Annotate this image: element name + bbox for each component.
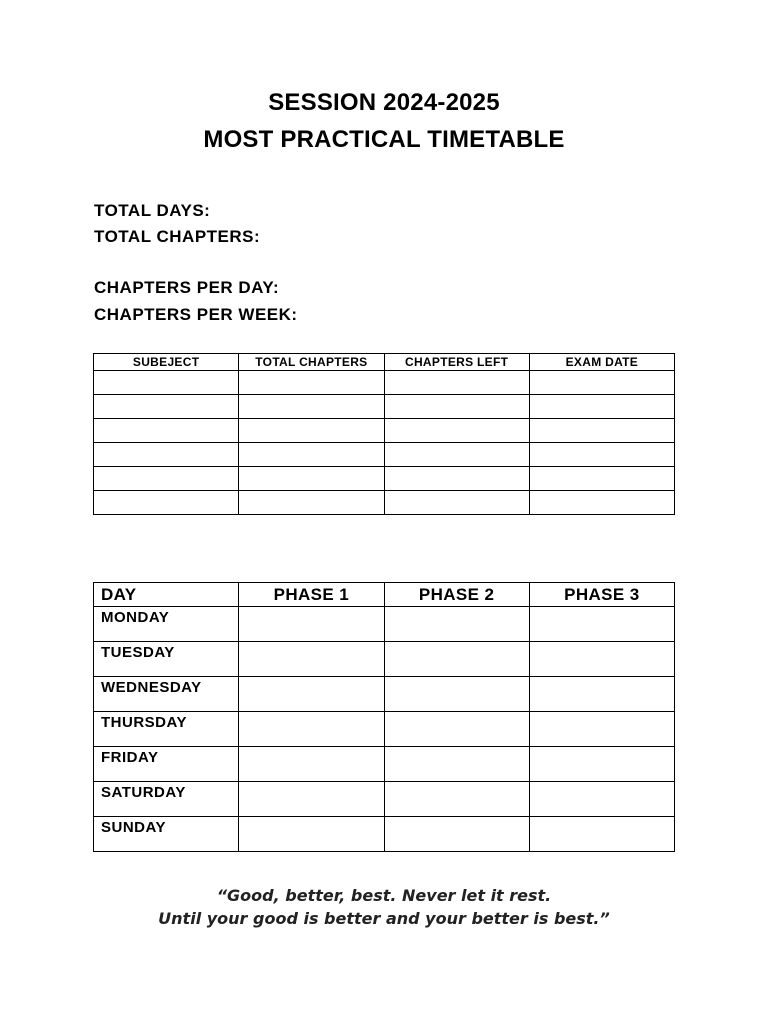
day-row-thursday — [94, 712, 675, 747]
table-row — [94, 419, 675, 443]
phase-2-cell[interactable] — [384, 817, 529, 852]
column-header-subject: SUBEJECT — [94, 354, 239, 371]
subject-cell[interactable] — [94, 491, 239, 515]
exam-date-cell[interactable] — [529, 419, 674, 443]
day-label-tuesday: TUESDAY — [94, 642, 239, 677]
total-chapters-cell[interactable] — [239, 395, 384, 419]
day-row-saturday — [94, 782, 675, 817]
exam-date-cell[interactable] — [529, 467, 674, 491]
subject-table — [93, 353, 675, 515]
column-header-total-chapters: TOTAL CHAPTERS — [239, 354, 384, 371]
phase-2-cell[interactable] — [384, 712, 529, 747]
table-row — [94, 443, 675, 467]
subject-cell[interactable] — [94, 419, 239, 443]
chapters-left-cell[interactable] — [384, 443, 529, 467]
phase-2-cell[interactable] — [384, 747, 529, 782]
day-row-friday — [94, 747, 675, 782]
total-chapters-cell[interactable] — [239, 467, 384, 491]
total-chapters-label: TOTAL CHAPTERS: — [94, 227, 261, 246]
subject-cell[interactable] — [94, 371, 239, 395]
phase-3-cell[interactable] — [529, 817, 674, 852]
quote-line-2: Until your good is better and your better is best.” — [158, 909, 610, 928]
subject-table-header — [94, 354, 675, 371]
exam-date-cell[interactable] — [529, 371, 674, 395]
chapters-left-cell[interactable] — [384, 491, 529, 515]
day-row-wednesday — [94, 677, 675, 712]
column-header-phase-3: PHASE 3 — [529, 583, 674, 607]
chapters-left-cell[interactable] — [384, 467, 529, 491]
phase-1-cell[interactable] — [239, 817, 384, 852]
total-chapters-cell[interactable] — [239, 419, 384, 443]
day-label-friday: FRIDAY — [94, 747, 239, 782]
day-row-sunday — [94, 817, 675, 852]
total-chapters-cell[interactable] — [239, 443, 384, 467]
exam-date-cell[interactable] — [529, 491, 674, 515]
page-title: SESSION 2024-2025 — [268, 89, 500, 116]
exam-date-cell[interactable] — [529, 443, 674, 467]
weekly-timetable — [93, 582, 675, 852]
column-header-phase-1: PHASE 1 — [239, 583, 384, 607]
phase-3-cell[interactable] — [529, 677, 674, 712]
day-row-monday — [94, 607, 675, 642]
chapters-left-cell[interactable] — [384, 395, 529, 419]
day-label-thursday: THURSDAY — [94, 712, 239, 747]
day-label-sunday: SUNDAY — [94, 817, 239, 852]
table-row — [94, 371, 675, 395]
phase-1-cell[interactable] — [239, 677, 384, 712]
chapters-per-week-label: CHAPTERS PER WEEK: — [94, 305, 298, 324]
page-subtitle: MOST PRACTICAL TIMETABLE — [203, 126, 565, 153]
chapters-left-cell[interactable] — [384, 371, 529, 395]
day-label-wednesday: WEDNESDAY — [94, 677, 239, 712]
subject-cell[interactable] — [94, 443, 239, 467]
phase-1-cell[interactable] — [239, 782, 384, 817]
subject-cell[interactable] — [94, 467, 239, 491]
chapters-left-cell[interactable] — [384, 419, 529, 443]
phase-3-cell[interactable] — [529, 607, 674, 642]
day-label-saturday: SATURDAY — [94, 782, 239, 817]
column-header-exam-date: EXAM DATE — [529, 354, 674, 371]
total-chapters-cell[interactable] — [239, 491, 384, 515]
phase-2-cell[interactable] — [384, 642, 529, 677]
column-header-day: DAY — [94, 583, 239, 607]
phase-1-cell[interactable] — [239, 642, 384, 677]
day-label-monday: MONDAY — [94, 607, 239, 642]
phase-3-cell[interactable] — [529, 782, 674, 817]
exam-date-cell[interactable] — [529, 395, 674, 419]
day-row-tuesday — [94, 642, 675, 677]
column-header-phase-2: PHASE 2 — [384, 583, 529, 607]
phase-1-cell[interactable] — [239, 747, 384, 782]
chapters-per-day-label: CHAPTERS PER DAY: — [94, 278, 280, 297]
total-chapters-cell[interactable] — [239, 371, 384, 395]
subject-cell[interactable] — [94, 395, 239, 419]
phase-2-cell[interactable] — [384, 782, 529, 817]
total-days-label: TOTAL DAYS: — [94, 201, 211, 220]
phase-1-cell[interactable] — [239, 712, 384, 747]
table-row — [94, 467, 675, 491]
phase-3-cell[interactable] — [529, 642, 674, 677]
table-row — [94, 395, 675, 419]
phase-3-cell[interactable] — [529, 747, 674, 782]
table-row — [94, 491, 675, 515]
quote-line-1: “Good, better, best. Never let it rest. — [216, 886, 552, 905]
phase-2-cell[interactable] — [384, 677, 529, 712]
weekly-timetable-header — [94, 583, 675, 607]
phase-3-cell[interactable] — [529, 712, 674, 747]
column-header-chapters-left: CHAPTERS LEFT — [384, 354, 529, 371]
phase-1-cell[interactable] — [239, 607, 384, 642]
phase-2-cell[interactable] — [384, 607, 529, 642]
